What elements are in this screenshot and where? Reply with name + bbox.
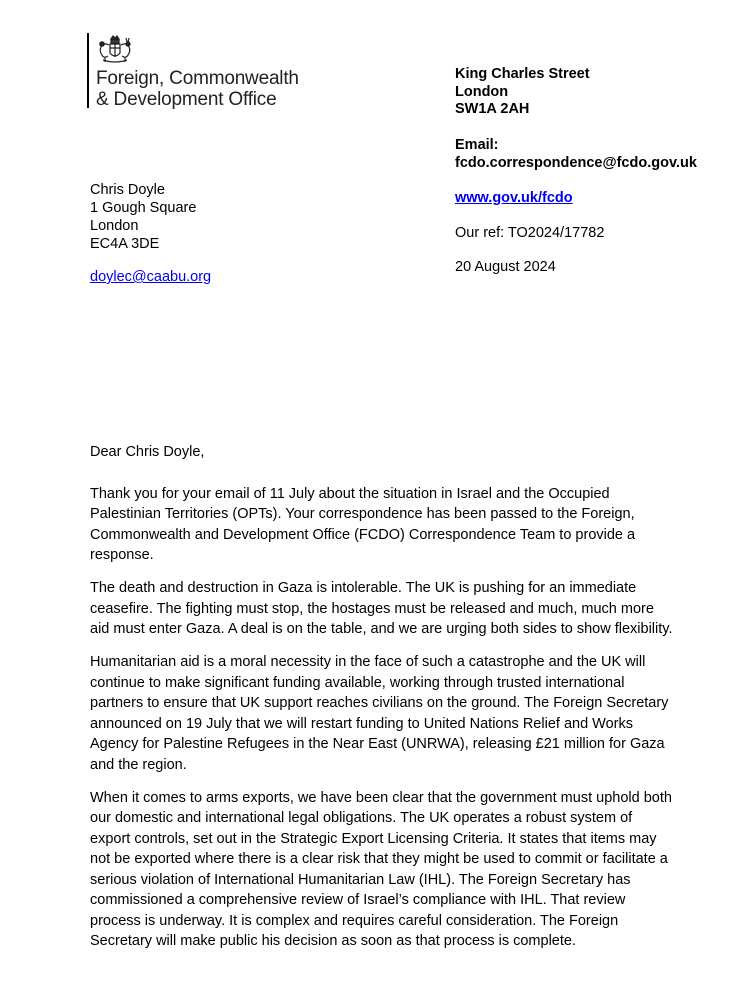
logo-divider [87, 33, 89, 108]
letter-date: 20 August 2024 [455, 259, 556, 275]
paragraph: Humanitarian aid is a moral necessity in the face of such a catastrophe and the UK will continue to make significant funding available, working through trusted international partners to ensure that UK support reaches civilians on the ground. The Foreign Secretary announced on 19 July that we will restart funding to United Nations Relief and Works Agency for Palestine Refugees in the Near East (UNRWA), releasing £21 million for Gaza and the region. [90, 654, 669, 773]
reference-number: Our ref: TO2024/17782 [455, 225, 605, 241]
paragraph: The death and destruction in Gaza is intolerable. The UK is pushing for an immediate ceasefire. The fighting must stop, the hostages must be released and much, much more aid must enter Gaza. A deal is on the table, and we are urging both sides to show flexibility. [90, 580, 673, 637]
sender-street: King Charles Street [455, 66, 590, 82]
recipient-city: London [90, 218, 139, 234]
salutation: Dear Chris Doyle, [90, 444, 205, 460]
sender-email-block [455, 137, 697, 172]
recipient-address [90, 181, 196, 253]
sender-city: London [455, 83, 509, 100]
royal-coat-of-arms-icon [96, 33, 134, 65]
letter-body [90, 442, 675, 964]
recipient-street: 1 Gough Square [90, 200, 197, 216]
sender-address [455, 66, 590, 119]
department-line-2: & Development Office [96, 89, 277, 110]
website-link[interactable]: www.gov.uk/fcdo [455, 190, 573, 206]
department-line-1: Foreign, Commonwealth [96, 68, 299, 89]
recipient-postcode: EC4A 3DE [90, 236, 160, 252]
paragraph: When it comes to arms exports, we have been clear that the government must uphold both our domestic and international legal obligations. The UK operates a robust system of export controls, set out in the Strategic Export Licensing Criteria. It states that items may not be exported where there is a clear risk that they might be used to commit or facilitate a serious violation of International Humanitarian Law (IHL). The Foreign Secretary has commissioned a comprehensive review of Israel’s compliance with IHL. That review process is underway. It is complex and requires careful consideration. The Foreign Secretary will make public his decision as soon as that process is complete. [90, 789, 672, 949]
department-name [96, 68, 299, 110]
sender-email: fcdo.correspondence@fcdo.gov.uk [455, 154, 697, 171]
recipient-email-link[interactable]: doylec@caabu.org [90, 269, 212, 285]
paragraph: Thank you for your email of 11 July about the situation in Israel and the Occupied Palestinian Territories (OPTs). Your correspondence has been passed to the Foreign, Commonwealth and Development Office (FCDO) Correspondence Team to provide a response. [90, 485, 636, 563]
recipient-name: Chris Doyle [90, 182, 165, 198]
sender-postcode: SW1A 2AH [455, 101, 530, 117]
email-label: Email: [455, 137, 499, 153]
